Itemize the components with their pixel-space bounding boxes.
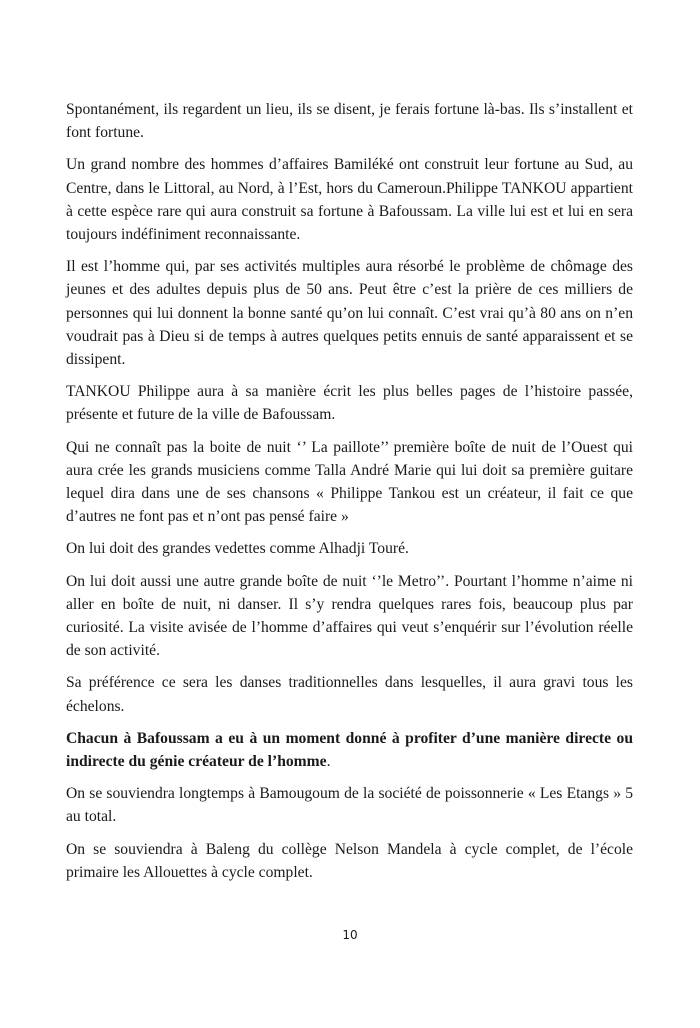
bold-paragraph [66,727,633,773]
paragraph: On se souviendra à Baleng du collège Nelson Mandela à cycle complet, de l’école primaire les Allouettes à cycle complet. [66,840,633,881]
paragraph: Spontanément, ils regardent un lieu, ils se disent, je ferais fortune là-bas. Ils s’installent et font fortune. [66,101,633,142]
paragraph: Il est l’homme qui, par ses activités multiples aura résorbé le problème de chômage des jeunes et des adultes depuis plus de 50 ans. Peut être c’est la prière de ces milliers de personnes qui lui donnent la bonne santé qu’on lui connaît. C’est vrai qu’à 80 ans on n’en voudrait pas à Dieu si de temps à autres quelques petits ennuis de santé apparaissent et se dissipent. [66,258,633,369]
bold-paragraph-tail: . [326,753,331,771]
page-body [66,98,633,893]
paragraph: On se souviendra longtemps à Bamougoum de la société de poissonnerie « Les Etangs » 5 au total. [66,785,633,826]
paragraph: On lui doit des grandes vedettes comme Alhadji Touré. [66,540,409,558]
paragraph: Un grand nombre des hommes d’affaires Bamiléké ont construit leur fortune au Sud, au Centre, dans le Littoral, au Nord, à l’Est, hors du Cameroun.Philippe TANKOU appartient à cette espèce rare qui aura construit sa fortune à Bafoussam. La ville lui est et lui en sera toujours indéfiniment reconnaissante. [66,156,633,244]
page-number: 10 [342,928,358,942]
paragraph: Sa préférence ce sera les danses traditionnelles dans lesquelles, il aura gravi tous les échelons. [66,674,633,715]
paragraph: TANKOU Philippe aura à sa manière écrit les plus belles pages de l’histoire passée, présente et future de la ville de Bafoussam. [66,383,633,424]
paragraph: Qui ne connaît pas la boite de nuit ‘’ La paillote’’ première boîte de nuit de l’Ouest qui aura crée les grands musiciens comme Talla André Marie qui lui doit sa première guitare lequel dira dans une de ses chansons « Philippe Tankou est un créateur, il fait ce que d’autres ne font pas et n’ont pas pensé faire » [66,438,633,526]
paragraph: On lui doit aussi une autre grande boîte de nuit ‘’le Metro’’. Pourtant l’homme n’aime ni aller en boîte de nuit, ni danser. Il s’y rendra quelques rares fois, beaucoup plus par curiosité. La visite avisée de l’homme d’affaires qui veut s’enquérir sur l’évolution réelle de son activité. [66,572,633,660]
bold-statement: Chacun à Bafoussam a eu à un moment donné à profiter d’une manière directe ou indirecte du génie créateur de l’homme [66,729,633,771]
